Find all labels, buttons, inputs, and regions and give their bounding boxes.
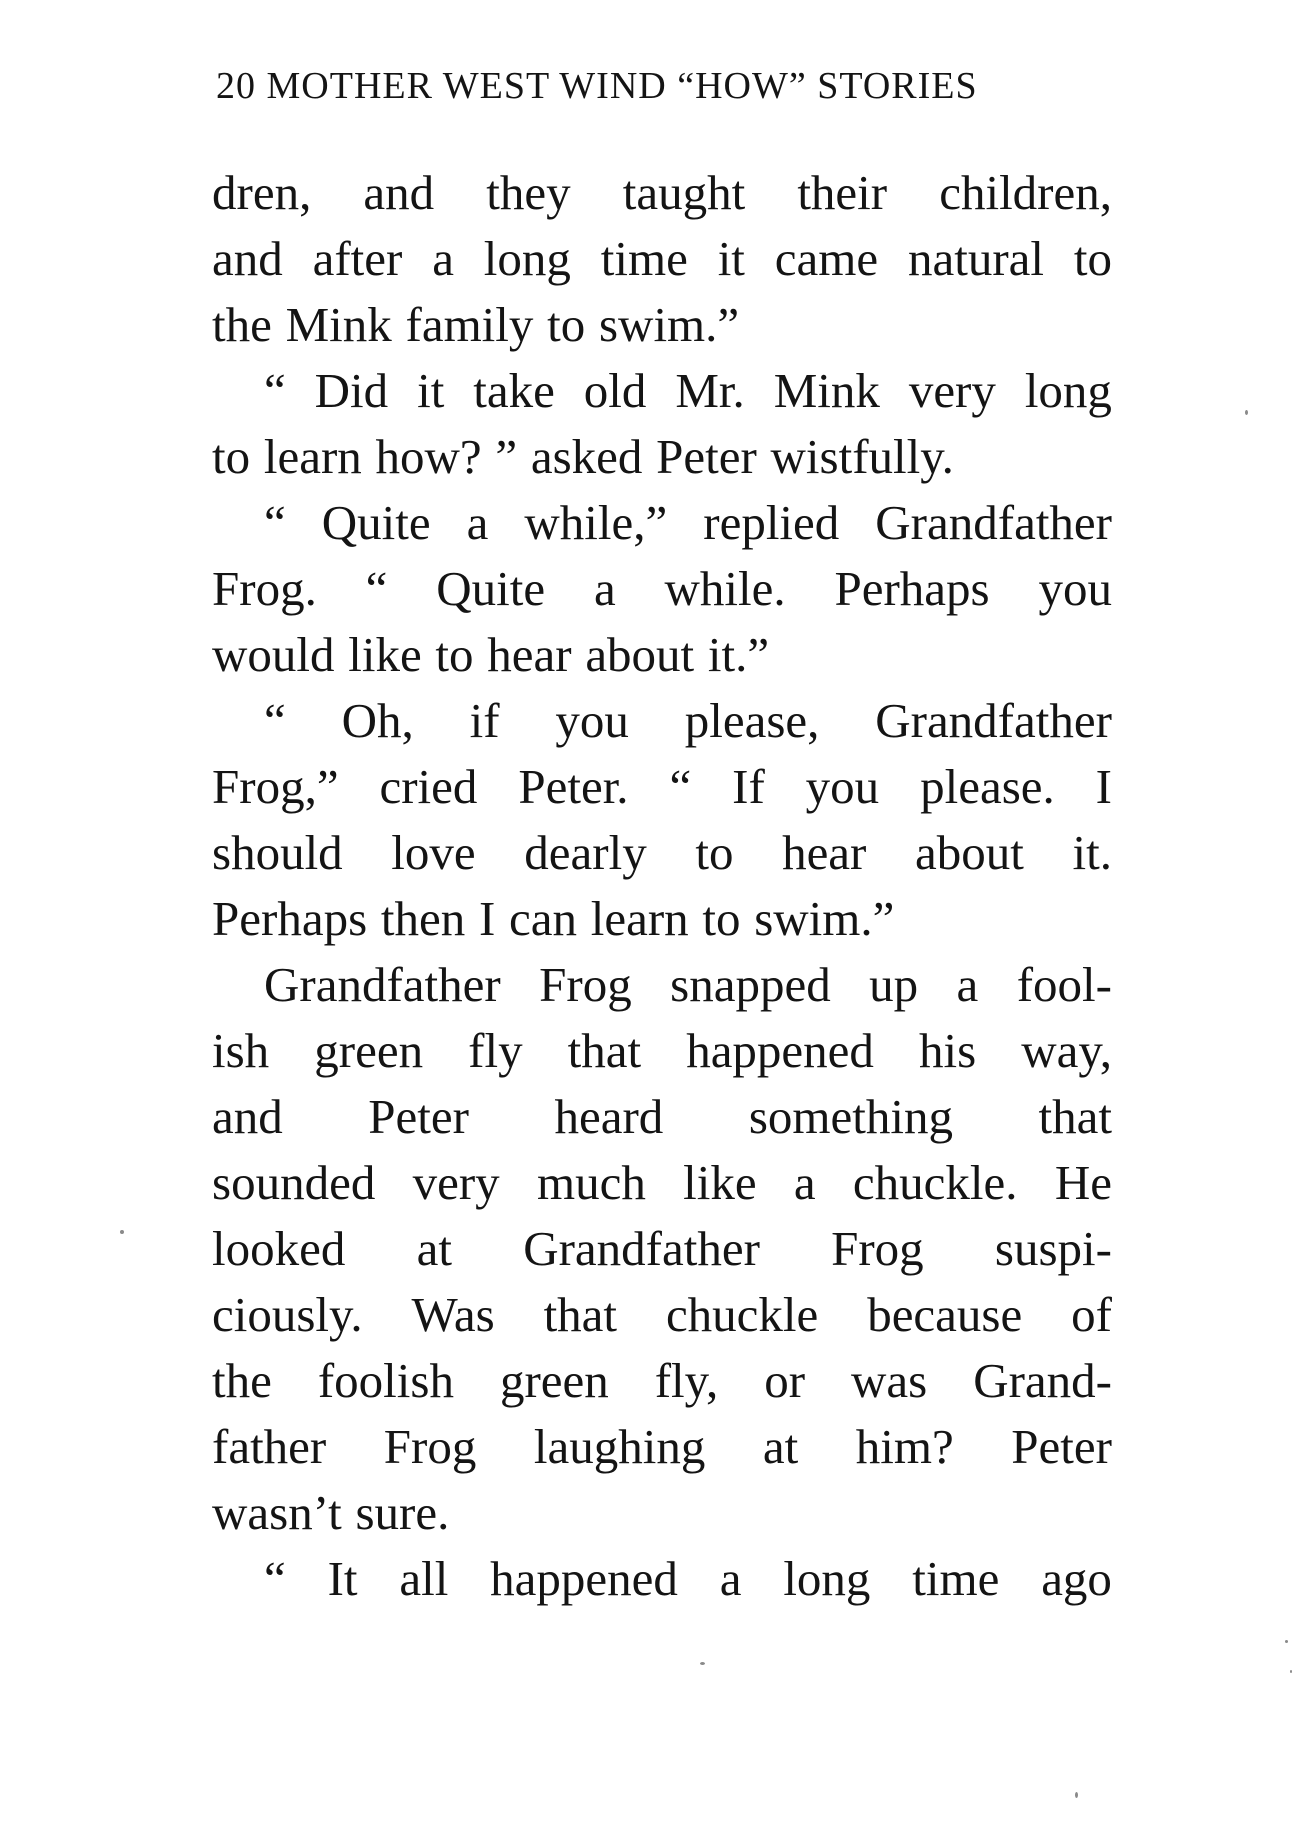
text-line: Grandfather Frog snapped up a fool-: [264, 957, 1112, 1012]
paper-speck: [120, 1230, 124, 1234]
running-head: 20 MOTHER WEST WIND “HOW” STORIES: [216, 65, 978, 107]
text-line: “ Quite a while,” replied Grandfather: [264, 495, 1112, 550]
text-line: sounded very much like a chuckle. He: [212, 1155, 1112, 1210]
text-line: “ Oh, if you please, Grandfather: [264, 693, 1112, 748]
text-line: looked at Grandfather Frog suspi-: [212, 1221, 1112, 1276]
text-line: Perhaps then I can learn to swim.”: [212, 891, 895, 946]
text-line: father Frog laughing at him? Peter: [212, 1419, 1112, 1474]
paper-speck: [1285, 1640, 1288, 1643]
text-line: ciously. Was that chuckle because of: [212, 1287, 1112, 1342]
text-line: “ Did it take old Mr. Mink very long: [264, 363, 1112, 418]
text-line: Frog,” cried Peter. “ If you please. I: [212, 759, 1112, 814]
text-line: to learn how? ” asked Peter wistfully.: [212, 429, 954, 484]
text-line: ish green fly that happened his way,: [212, 1023, 1112, 1078]
paper-speck: [1075, 1792, 1078, 1798]
text-line: should love dearly to hear about it.: [212, 825, 1112, 880]
text-line: “ It all happened a long time ago: [264, 1551, 1112, 1606]
text-line: the Mink family to swim.”: [212, 297, 740, 352]
paper-speck: [1245, 410, 1248, 415]
text-line: and after a long time it came natural to: [212, 231, 1112, 286]
text-line: wasn’t sure.: [212, 1485, 450, 1540]
paper-speck: [700, 1662, 705, 1665]
text-line: would like to hear about it.”: [212, 627, 770, 682]
text-line: Frog. “ Quite a while. Perhaps you: [212, 561, 1112, 616]
text-line: dren, and they taught their children,: [212, 165, 1112, 220]
text-line: and Peter heard something that: [212, 1089, 1112, 1144]
text-line: the foolish green fly, or was Grand-: [212, 1353, 1112, 1408]
body-text: [212, 160, 1112, 1612]
paper-speck: [1290, 1670, 1292, 1673]
